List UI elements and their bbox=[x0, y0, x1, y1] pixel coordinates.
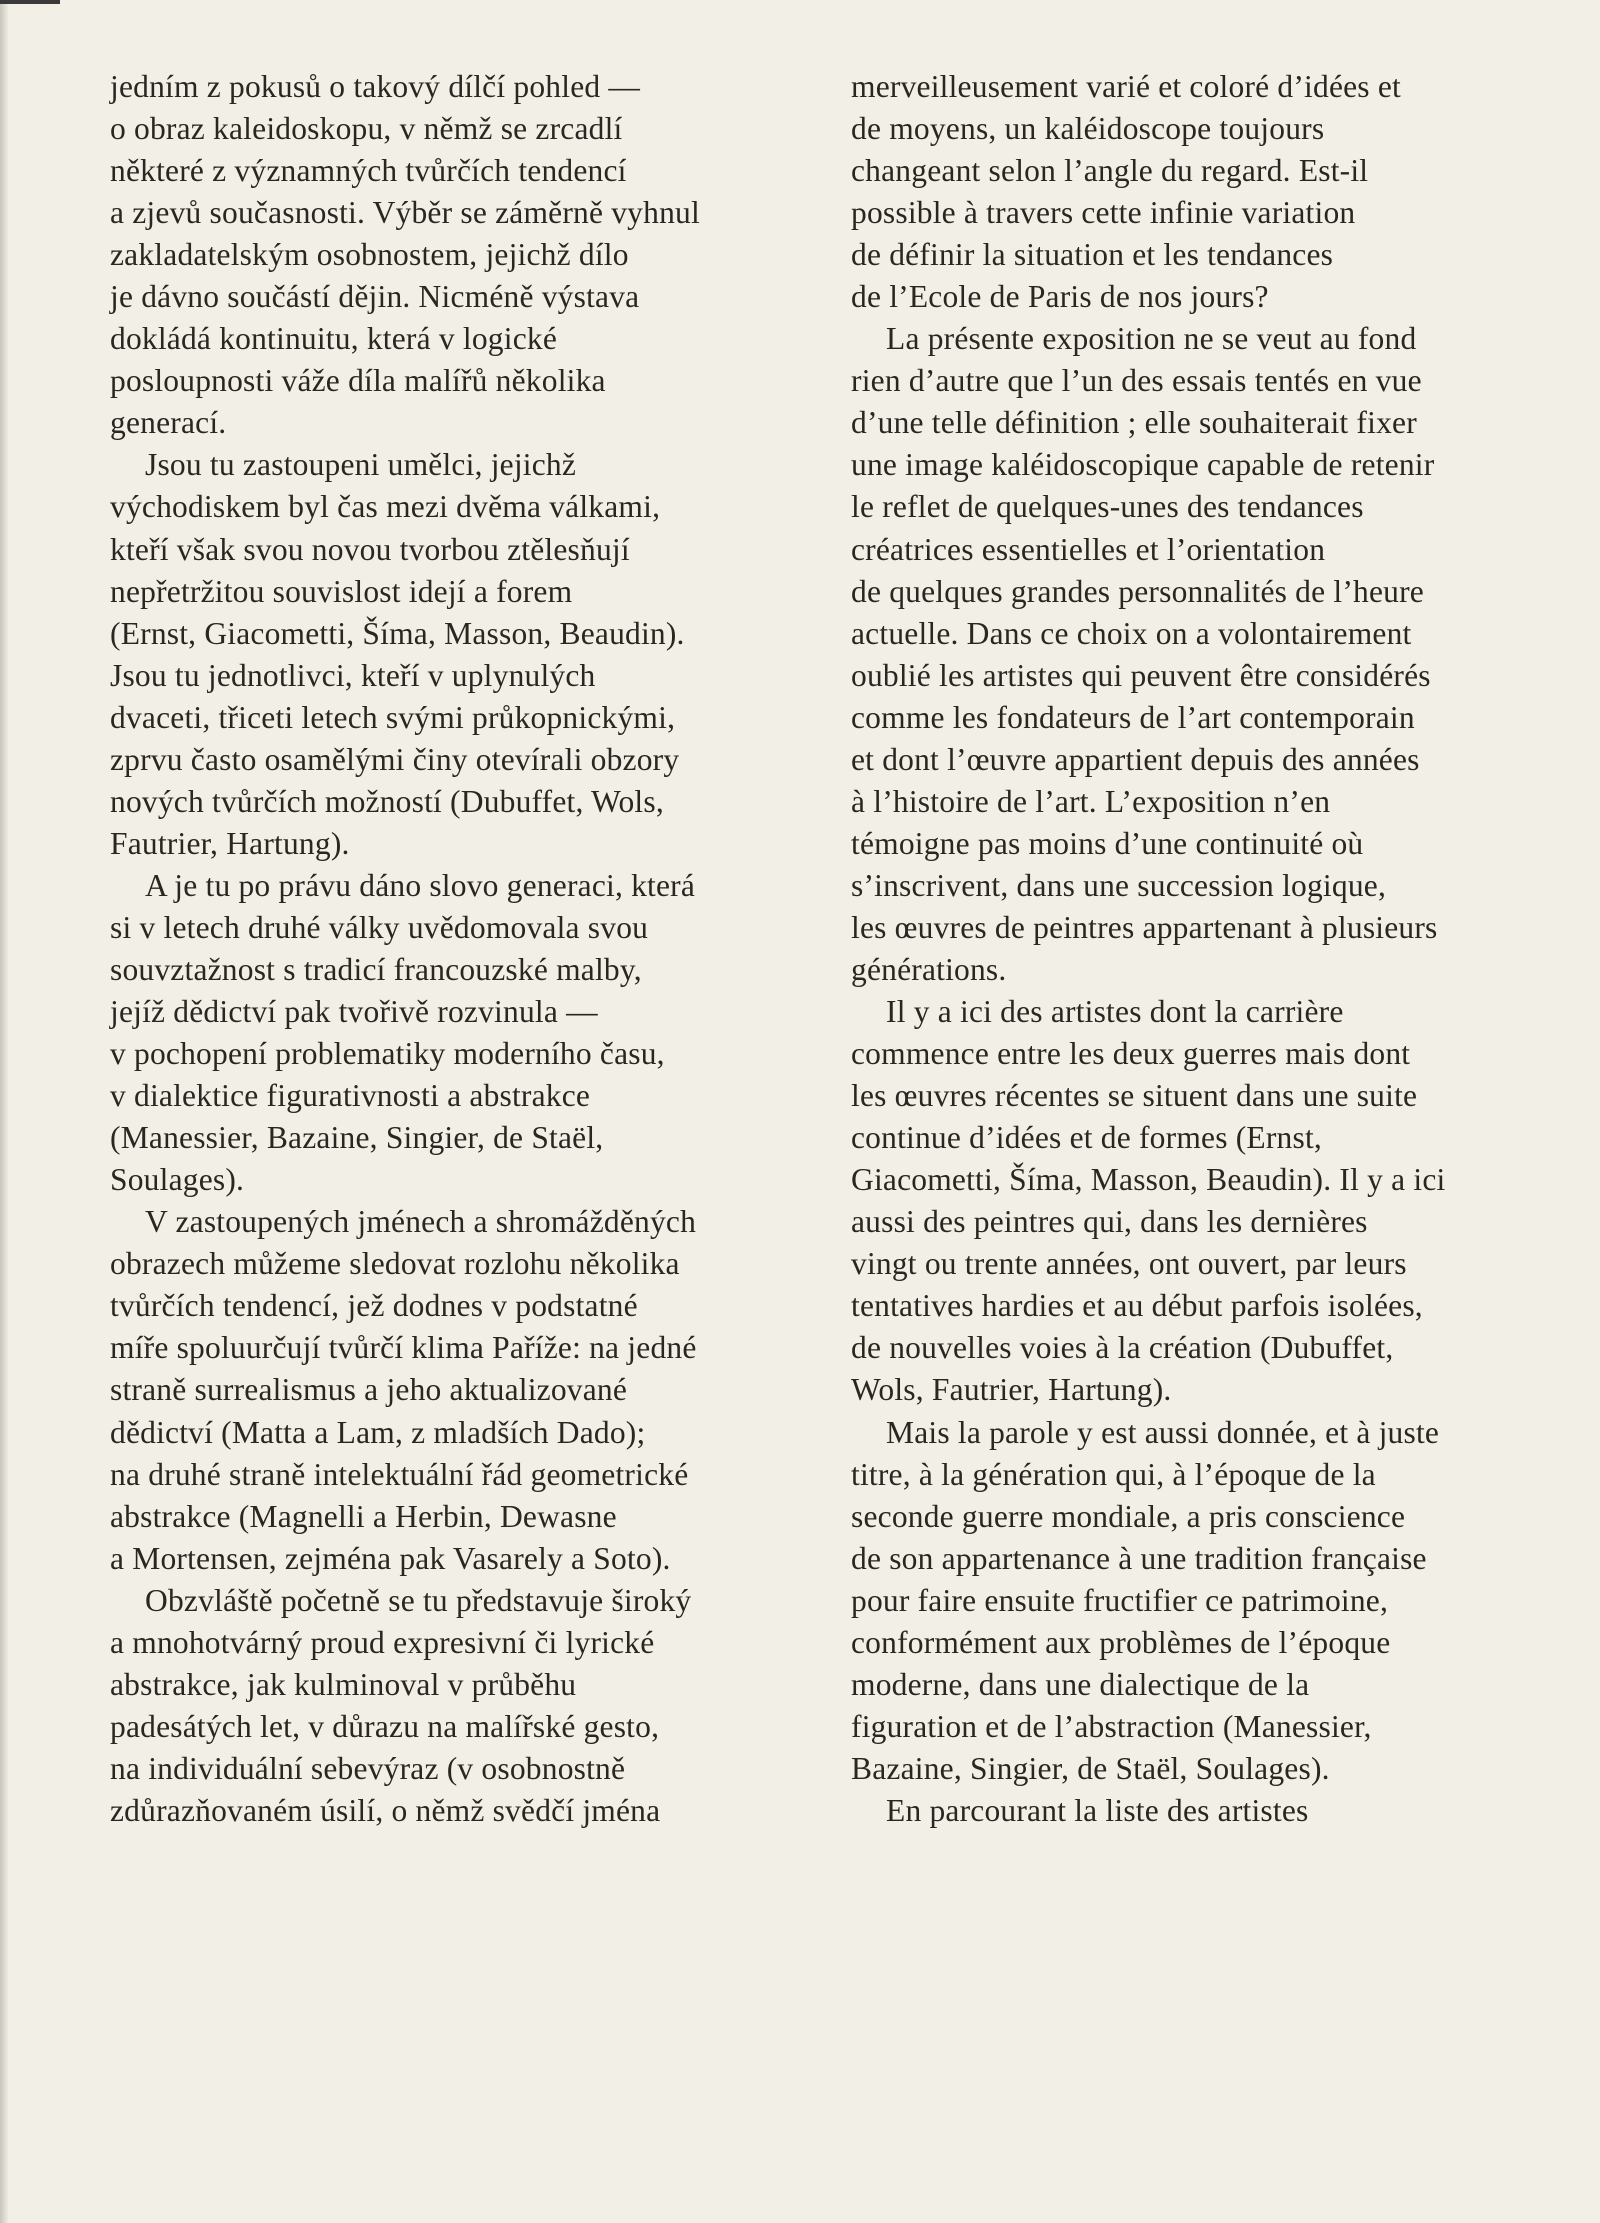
paragraph bbox=[110, 865, 700, 1201]
paragraph bbox=[851, 1790, 1445, 1832]
text-line: jejíž dědictví pak tvořivě rozvinula — bbox=[110, 994, 598, 1030]
text-line: na druhé straně intelektuální řád geometrické bbox=[110, 1456, 689, 1492]
text-line: conformément aux problèmes de l’époque bbox=[851, 1624, 1391, 1660]
paragraph bbox=[110, 444, 700, 864]
text-line: En parcourant la liste des artistes bbox=[886, 1792, 1309, 1828]
text-line: padesátých let, v důrazu na malířské gesto, bbox=[110, 1708, 660, 1744]
text-line: s’inscrivent, dans une succession logique, bbox=[851, 867, 1387, 903]
text-line: generací. bbox=[110, 405, 227, 441]
text-line: dokládá kontinuitu, která v logické bbox=[110, 321, 558, 357]
text-line: de l’Ecole de Paris de nos jours? bbox=[851, 279, 1269, 315]
text-line: souvztažnost s tradicí francouzské malby, bbox=[110, 951, 642, 987]
paragraph bbox=[851, 1412, 1445, 1790]
text-line: de nouvelles voies à la création (Dubuffet, bbox=[851, 1330, 1394, 1366]
text-line: v dialektice figurativnosti a abstrakce bbox=[110, 1078, 591, 1114]
text-line: merveilleusement varié et coloré d’idées et bbox=[851, 69, 1401, 104]
text-line: d’une telle définition ; elle souhaiterait fixer bbox=[851, 405, 1417, 441]
text-line: a mnohotvárný proud expresivní či lyrické bbox=[110, 1624, 655, 1660]
paragraph bbox=[851, 318, 1445, 991]
text-line: nových tvůrčích možností (Dubuffet, Wols, bbox=[110, 783, 664, 819]
text-line: de moyens, un kaléidoscope toujours bbox=[851, 111, 1325, 147]
text-line: o obraz kaleidoskopu, v němž se zrcadlí bbox=[110, 111, 623, 147]
text-line: jedním z pokusů o takový dílčí pohled — bbox=[110, 69, 641, 104]
paragraph bbox=[110, 1580, 700, 1832]
text-line: une image kaléidoscopique capable de retenir bbox=[851, 447, 1435, 483]
text-line: Soulages). bbox=[110, 1162, 245, 1198]
text-line: et dont l’œuvre appartient depuis des années bbox=[851, 741, 1420, 777]
text-line: commence entre les deux guerres mais dont bbox=[851, 1036, 1411, 1072]
text-line: zakladatelským osobnostem, jejichž dílo bbox=[110, 237, 629, 273]
paragraph bbox=[851, 66, 1445, 318]
text-line: Jsou tu zastoupeni umělci, jejichž bbox=[145, 447, 577, 483]
page-edge-shadow bbox=[0, 0, 8, 2223]
text-line: straně surrealismus a jeho aktualizované bbox=[110, 1372, 628, 1408]
text-line: je dávno součástí dějin. Nicméně výstava bbox=[110, 279, 640, 315]
text-line: rien d’autre que l’un des essais tentés en vue bbox=[851, 363, 1422, 399]
text-line: a zjevů současnosti. Výběr se záměrně vyhnul bbox=[110, 195, 700, 231]
text-line: nepřetržitou souvislost idejí a forem bbox=[110, 573, 573, 609]
text-line: si v letech druhé války uvědomovala svou bbox=[110, 909, 649, 945]
text-line: Obzvláště početně se tu představuje široký bbox=[145, 1582, 692, 1618]
text-line: zdůrazňovaném úsilí, o němž svědčí jména bbox=[110, 1792, 661, 1828]
text-line: Jsou tu jednotlivci, kteří v uplynulých bbox=[110, 657, 596, 693]
text-line: Wols, Fautrier, Hartung). bbox=[851, 1372, 1172, 1408]
text-line: les œuvres récentes se situent dans une suite bbox=[851, 1078, 1418, 1114]
text-line: tvůrčích tendencí, jež dodnes v podstatné bbox=[110, 1288, 638, 1324]
paragraph bbox=[851, 991, 1445, 1411]
text-line: aussi des peintres qui, dans les dernières bbox=[851, 1204, 1368, 1240]
paragraph bbox=[110, 66, 700, 444]
text-line: tentatives hardies et au début parfois isolées, bbox=[851, 1288, 1423, 1324]
french-text-column bbox=[851, 66, 1445, 1832]
text-line: na individuální sebevýraz (v osobnostně bbox=[110, 1750, 626, 1786]
text-line: některé z významných tvůrčích tendencí bbox=[110, 153, 627, 189]
text-line: v pochopení problematiky moderního času, bbox=[110, 1036, 665, 1072]
text-line: A je tu po právu dáno slovo generaci, která bbox=[145, 867, 696, 903]
text-line: míře spoluurčují tvůrčí klima Paříže: na jedné bbox=[110, 1330, 697, 1366]
text-line: vingt ou trente années, ont ouvert, par leurs bbox=[851, 1246, 1407, 1282]
text-line: figuration et de l’abstraction (Manessier, bbox=[851, 1708, 1372, 1744]
text-line: témoigne pas moins d’une continuité où bbox=[851, 825, 1364, 861]
text-line: de définir la situation et les tendances bbox=[851, 237, 1334, 273]
text-line: seconde guerre mondiale, a pris conscience bbox=[851, 1498, 1406, 1534]
text-line: créatrices essentielles et l’orientation bbox=[851, 531, 1326, 567]
text-line: moderne, dans une dialectique de la bbox=[851, 1666, 1310, 1702]
text-line: le reflet de quelques-unes des tendances bbox=[851, 489, 1364, 525]
text-line: de son appartenance à une tradition française bbox=[851, 1540, 1427, 1576]
text-line: à l’histoire de l’art. L’exposition n’en bbox=[851, 783, 1331, 819]
text-line: kteří však svou novou tvorbou ztělesňují bbox=[110, 531, 630, 567]
text-line: Mais la parole y est aussi donnée, et à juste bbox=[886, 1414, 1440, 1450]
text-line: changeant selon l’angle du regard. Est-il bbox=[851, 153, 1369, 189]
text-line: de quelques grandes personnalités de l’heure bbox=[851, 573, 1424, 609]
text-line: comme les fondateurs de l’art contemporain bbox=[851, 699, 1415, 735]
text-line: continue d’idées et de formes (Ernst, bbox=[851, 1120, 1322, 1156]
text-line: titre, à la génération qui, à l’époque de la bbox=[851, 1456, 1376, 1492]
text-line: possible à travers cette infinie variation bbox=[851, 195, 1356, 231]
text-line: posloupnosti váže díla malířů několika bbox=[110, 363, 606, 399]
text-line: La présente exposition ne se veut au fond bbox=[886, 321, 1417, 357]
text-line: dvaceti, třiceti letech svými průkopnickými, bbox=[110, 699, 676, 735]
text-line: pour faire ensuite fructifier ce patrimoine, bbox=[851, 1582, 1389, 1618]
text-line: Bazaine, Singier, de Staël, Soulages). bbox=[851, 1750, 1330, 1786]
text-line: Il y a ici des artistes dont la carrière bbox=[886, 994, 1344, 1030]
text-line: a Mortensen, zejména pak Vasarely a Soto). bbox=[110, 1540, 671, 1576]
text-line: les œuvres de peintres appartenant à plusieurs bbox=[851, 909, 1438, 945]
text-line: oublié les artistes qui peuvent être considérés bbox=[851, 657, 1431, 693]
text-line: obrazech můžeme sledovat rozlohu několika bbox=[110, 1246, 680, 1282]
text-line: abstrakce, jak kulminoval v průběhu bbox=[110, 1666, 577, 1702]
text-line: abstrakce (Magnelli a Herbin, Dewasne bbox=[110, 1498, 617, 1534]
text-line: Fautrier, Hartung). bbox=[110, 825, 350, 861]
text-line: V zastoupených jménech a shromážděných bbox=[145, 1204, 697, 1240]
text-line: východiskem byl čas mezi dvěma válkami, bbox=[110, 489, 661, 525]
text-line: dědictví (Matta a Lam, z mladších Dado); bbox=[110, 1414, 646, 1450]
scan-corner-mark bbox=[0, 0, 60, 4]
text-line: Giacometti, Šíma, Masson, Beaudin). Il y a ici bbox=[851, 1162, 1446, 1198]
text-line: (Ernst, Giacometti, Šíma, Masson, Beaudin). bbox=[110, 615, 685, 651]
paragraph bbox=[110, 1201, 700, 1579]
text-line: zprvu často osamělými činy otevírali obzory bbox=[110, 741, 680, 777]
text-line: générations. bbox=[851, 951, 1007, 987]
text-line: (Manessier, Bazaine, Singier, de Staël, bbox=[110, 1120, 604, 1156]
text-line: actuelle. Dans ce choix on a volontairement bbox=[851, 615, 1412, 651]
czech-text-column bbox=[110, 66, 700, 1832]
